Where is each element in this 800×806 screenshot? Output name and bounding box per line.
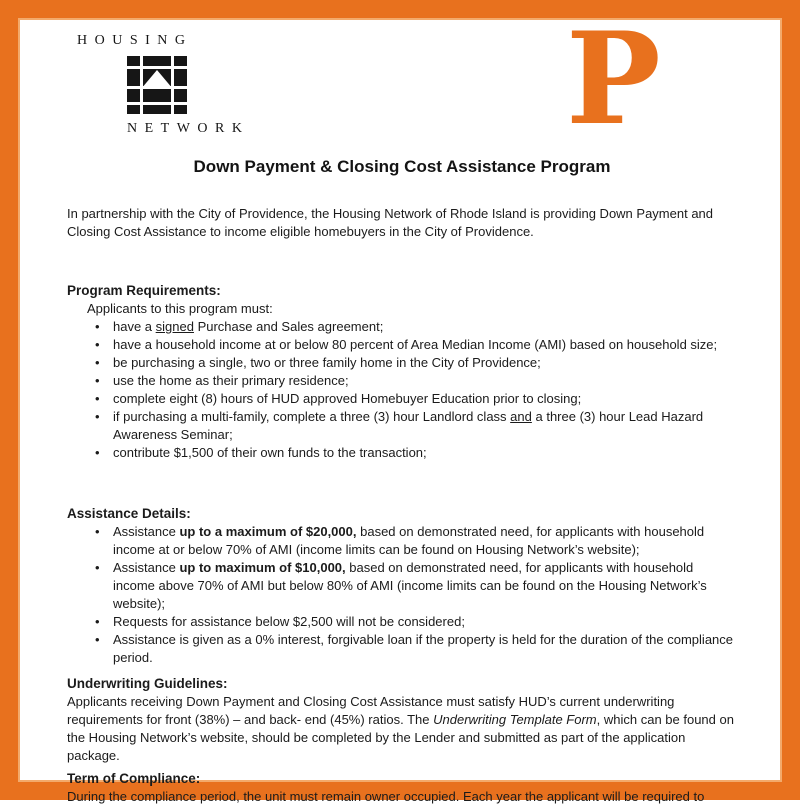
section-term-of-compliance	[67, 770, 737, 806]
logo-block	[127, 105, 140, 114]
bold-amount: up to a maximum of $20,000,	[179, 524, 357, 539]
logo-block	[174, 105, 187, 114]
logo-block	[174, 56, 187, 66]
list-item: • be purchasing a single, two or three family home in the City of Providence;	[67, 354, 737, 372]
list-item: • Assistance up to maximum of $10,000, based on demonstrated need, for applicants with household income above 70% of AMI but below 80% of AMI (income limits can be found on the Housing Network’s website);	[67, 559, 737, 613]
providence-p-logo: P	[566, 5, 661, 153]
term-of-compliance-body: During the compliance period, the unit must remain owner occupied. Each year the applicant will be required to	[67, 789, 705, 804]
intro-paragraph: In partnership with the City of Providence, the Housing Network of Rhode Island is providing Down Payment and Closing Cost Assistance to income eligible homebuyers in the City of Providence.	[67, 206, 714, 239]
underwriting-guidelines-heading: Underwriting Guidelines:	[67, 676, 228, 691]
list-item: • use the home as their primary residence;	[67, 372, 737, 390]
logo-block	[143, 105, 171, 114]
list-item: • if purchasing a multi-family, complete a three (3) hour Landlord class and a three (3) hour Lead Hazard Awareness Seminar;	[67, 408, 737, 444]
house-roof-icon	[143, 69, 171, 86]
section-underwriting-guidelines	[67, 675, 737, 765]
list-item: • have a household income at or below 80 percent of Area Median Income (AMI) based on household size;	[67, 336, 737, 354]
logo-housing-text: HOUSING	[77, 33, 193, 48]
list-item: • Assistance is given as a 0% interest, forgivable loan if the property is held for the duration of the compliance period.	[67, 631, 737, 667]
logo-network-text: NETWORK	[127, 121, 250, 136]
list-item: • Requests for assistance below $2,500 will not be considered;	[67, 613, 737, 631]
assistance-details-heading: Assistance Details:	[67, 506, 191, 521]
logo-block	[127, 69, 140, 86]
document-title: Down Payment & Closing Cost Assistance Program	[193, 157, 611, 176]
logo-block	[143, 56, 171, 66]
housing-network-logo	[77, 32, 262, 138]
section-assistance-details	[67, 505, 737, 667]
logo-block	[127, 56, 140, 66]
underlined-word: and	[510, 409, 532, 424]
program-requirements-list	[67, 318, 737, 462]
list-item: • complete eight (8) hours of HUD approved Homebuyer Education prior to closing;	[67, 390, 737, 408]
roof-triangle	[143, 69, 171, 86]
list-item: • Assistance up to a maximum of $20,000, based on demonstrated need, for applicants with household income at or below 70% of AMI (income limits can be found on Housing Network’s website);	[67, 523, 737, 559]
underlined-word: signed	[155, 319, 194, 334]
document-header	[67, 5, 737, 153]
logo-block	[174, 69, 187, 86]
italic-form-name: Underwriting Template Form	[433, 712, 597, 727]
section-program-requirements	[67, 282, 737, 462]
logo-block	[127, 89, 140, 102]
list-item: • have a signed Purchase and Sales agreement;	[67, 318, 737, 336]
house-grid-logo-icon	[127, 56, 187, 114]
term-of-compliance-heading: Term of Compliance:	[67, 771, 201, 786]
assistance-details-list	[67, 523, 737, 667]
logo-block	[174, 89, 187, 102]
list-item: • contribute $1,500 of their own funds to the transaction;	[67, 444, 737, 462]
program-requirements-lead: Applicants to this program must:	[87, 301, 273, 316]
program-requirements-heading: Program Requirements:	[67, 283, 221, 298]
bold-amount: up to maximum of $10,000,	[179, 560, 346, 575]
underwriting-guidelines-body: Applicants receiving Down Payment and Closing Cost Assistance must satisfy HUD’s current underwriting requirements for front (38%) – and back- end (45%) ratios. The Underwriting Template Form, which can be found on the Housing Network’s website, should be completed by the Lender and submitted as part of the application package.	[67, 694, 734, 763]
house-body-block	[143, 89, 171, 102]
document-content-area	[18, 5, 782, 804]
